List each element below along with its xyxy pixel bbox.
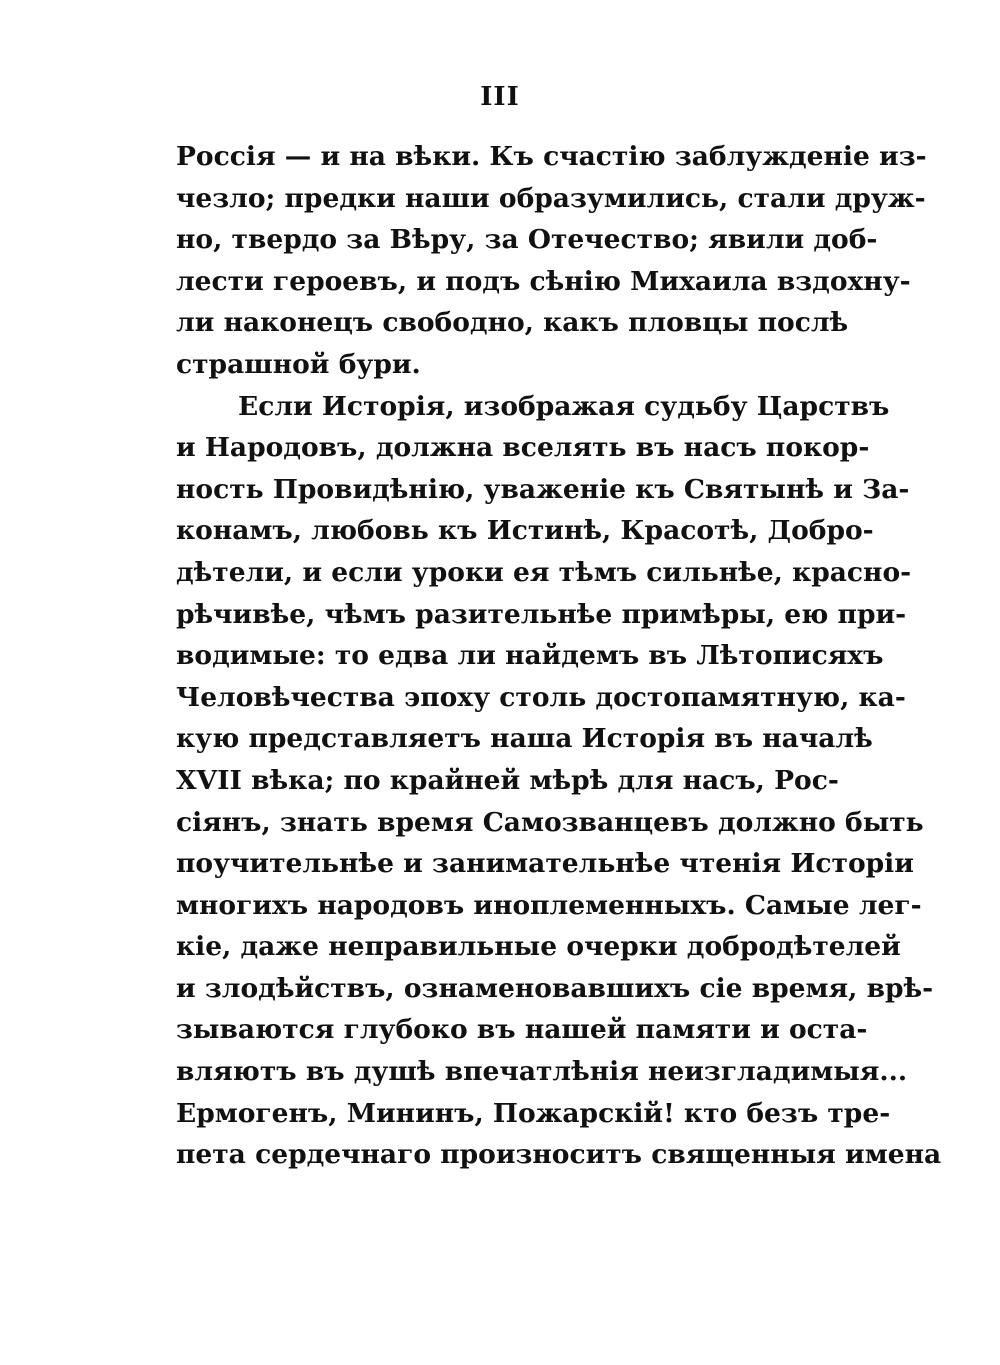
body-text [176,136,942,1176]
text-line: рѣчивѣе, чѣмъ разительнѣе примѣры, ею при- [176,598,907,630]
text-line: лести героевъ, и подъ сѣнію Михаила вздохну- [176,265,911,297]
text-line: страшной бури. [176,348,421,380]
text-line: зываются глубоко въ нашей памяти и оста- [176,1014,868,1046]
text-line: водимые: то едва ли найдемъ въ Лѣтописяхъ [176,640,884,672]
text-line: сіянъ, знать время Самозванцевъ должно быть [176,806,924,838]
text-line: XVII вѣка; по крайней мѣрѣ для насъ, Рос- [176,764,839,796]
text-line: и Народовъ, должна вселять въ насъ покор- [176,432,870,464]
text-line: пета сердечнаго произноситъ священныя имена [176,1139,942,1171]
text-line: и злодѣйствъ, ознаменовавшихъ сіе время, врѣ- [176,972,934,1004]
text-line: поучительнѣе и занимательнѣе чтенія Исторіи [176,848,914,880]
text-line: кіе, даже неправильные очерки добродѣтелей [176,931,901,963]
text-line: но, твердо за Вѣру, за Отечество; явили доб- [176,224,878,256]
paragraph-start-line: Если Исторія, изображая судьбу Царствъ [238,390,890,422]
page-number: III [480,82,520,112]
text-line: Россія — и на вѣки. Къ счастію заблужденіе из- [176,141,927,172]
text-line: дѣтели, и если уроки ея тѣмъ сильнѣе, красно- [176,556,912,588]
text-line: Ермогенъ, Мининъ, Пожарскій! кто безъ тре- [176,1097,891,1129]
text-line: вляютъ въ душѣ впечатлѣнія неизгладимыя... [176,1056,908,1088]
text-line: Человѣчества эпоху столь достопамятную, ка- [176,681,906,713]
text-line: чезло; предки наши образумились, стали друж- [176,182,926,214]
text-line: многихъ народовъ иноплеменныхъ. Самые лег- [176,889,922,921]
text-line: кую представляетъ наша Исторія въ началѣ [176,723,873,755]
text-line: конамъ, любовь къ Истинѣ, Красотѣ, Добро- [176,515,874,547]
text-line: ли наконецъ свободно, какъ пловцы послѣ [176,307,849,339]
text-line: ность Провидѣнію, уваженіе къ Святынѣ и За- [176,473,910,505]
